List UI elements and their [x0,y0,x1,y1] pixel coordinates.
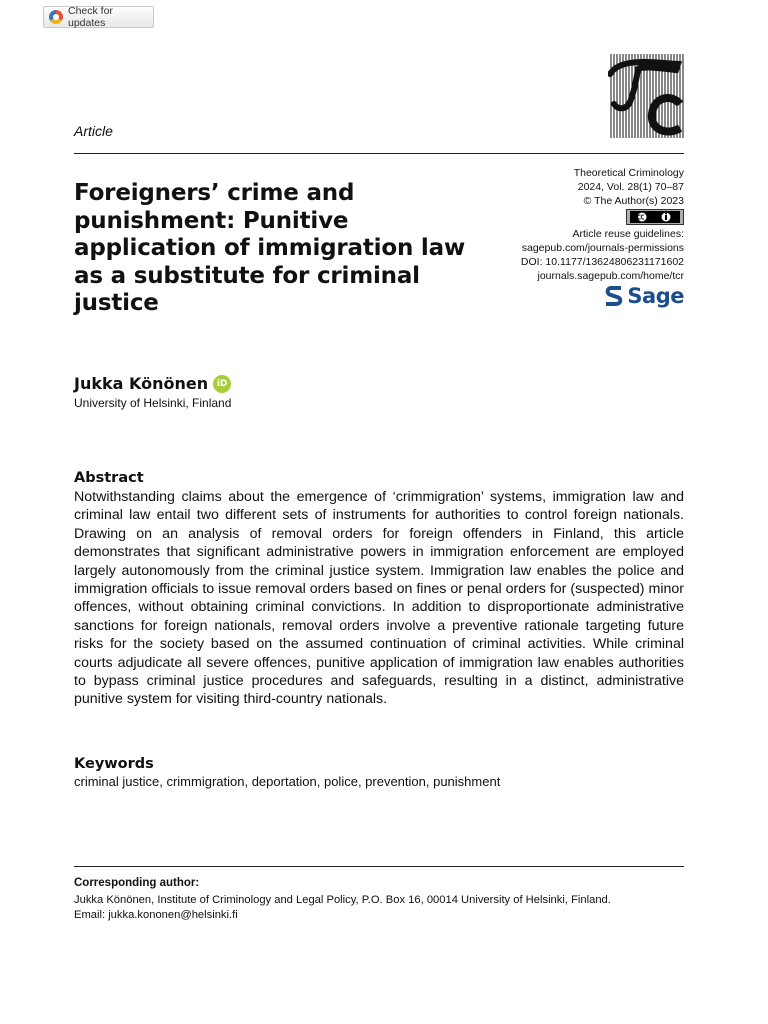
author-affiliation: University of Helsinki, Finland [74,396,232,410]
sage-wordmark: Sage [627,284,684,308]
orcid-icon[interactable]: iD [213,375,231,393]
journal-name: Theoretical Criminology [573,167,684,179]
sage-s-icon [604,285,624,307]
check-for-updates-button[interactable] [43,6,154,28]
check-for-updates-label: Check for updates [68,5,113,29]
corresponding-author-heading: Corresponding author: [74,877,200,889]
abstract-text: Notwithstanding claims about the emergence of ‘crimmigration’ systems, immigration law and criminal law entail two different sets of instruments for authorities to control foreign nationals. Drawing on an analysis of removal orders for foreign offenders in Finland, this article demonstrates that significant administrative powers in immigration enforcement are employed largely autonomously from the criminal justice system. Immigration law enables the police and immigration officials to issue removal orders based on fines or penal orders for (suspected) minor offences, without obtaining criminal convictions. In addition to disproportionate administrative sanctions for foreign nationals, removal orders involve a preventive rationale targeting future risks for the society based on the assumed continuation of criminal activities. While criminal courts adjudicate all severe offences, punitive application of immigration law enables authorities to bypass criminal justice procedures and safeguards, resulting in a distinct, administrative punitive system for visiting third-country nationals. [74,489,684,708]
permissions-link[interactable]: sagepub.com/journals-permissions [521,242,684,254]
copyright-notice: © The Author(s) 2023 [583,195,684,207]
reuse-guidelines-label: Article reuse guidelines: [572,228,684,240]
journal-url-link[interactable]: journals.sagepub.com/home/tcr [537,270,684,282]
journal-info-block [464,166,684,283]
cc-by-license-badge[interactable] [626,209,684,225]
cc-icon [630,211,680,223]
keywords-heading: Keywords [74,756,154,772]
journal-logo [608,52,686,140]
sage-logo [604,284,684,308]
corresponding-address: Jukka Könönen, Institute of Criminology and Legal Policy, P.O. Box 16, 00014 University of Helsinki, Finland. [74,894,611,906]
header-divider [74,153,684,154]
author-name-line [74,374,231,393]
article-title: Foreigners’ crime and punishment: Punitive application of immigration law as a substitute for criminal justice [74,180,465,316]
abstract-heading: Abstract [74,470,144,486]
corresponding-email[interactable]: Email: jukka.kononen@helsinki.fi [74,909,238,921]
keywords-list: criminal justice, crimmigration, deportation, police, prevention, punishment [74,774,501,789]
journal-volume: 2024, Vol. 28(1) 70–87 [577,181,684,193]
corresponding-author-details [74,893,694,923]
doi[interactable]: DOI: 10.1177/13624806231171602 [520,256,684,268]
footnote-divider [74,866,684,867]
crossmark-icon [49,10,63,24]
author-name: Jukka Könönen [74,374,209,393]
article-type-label: Article [74,123,113,139]
